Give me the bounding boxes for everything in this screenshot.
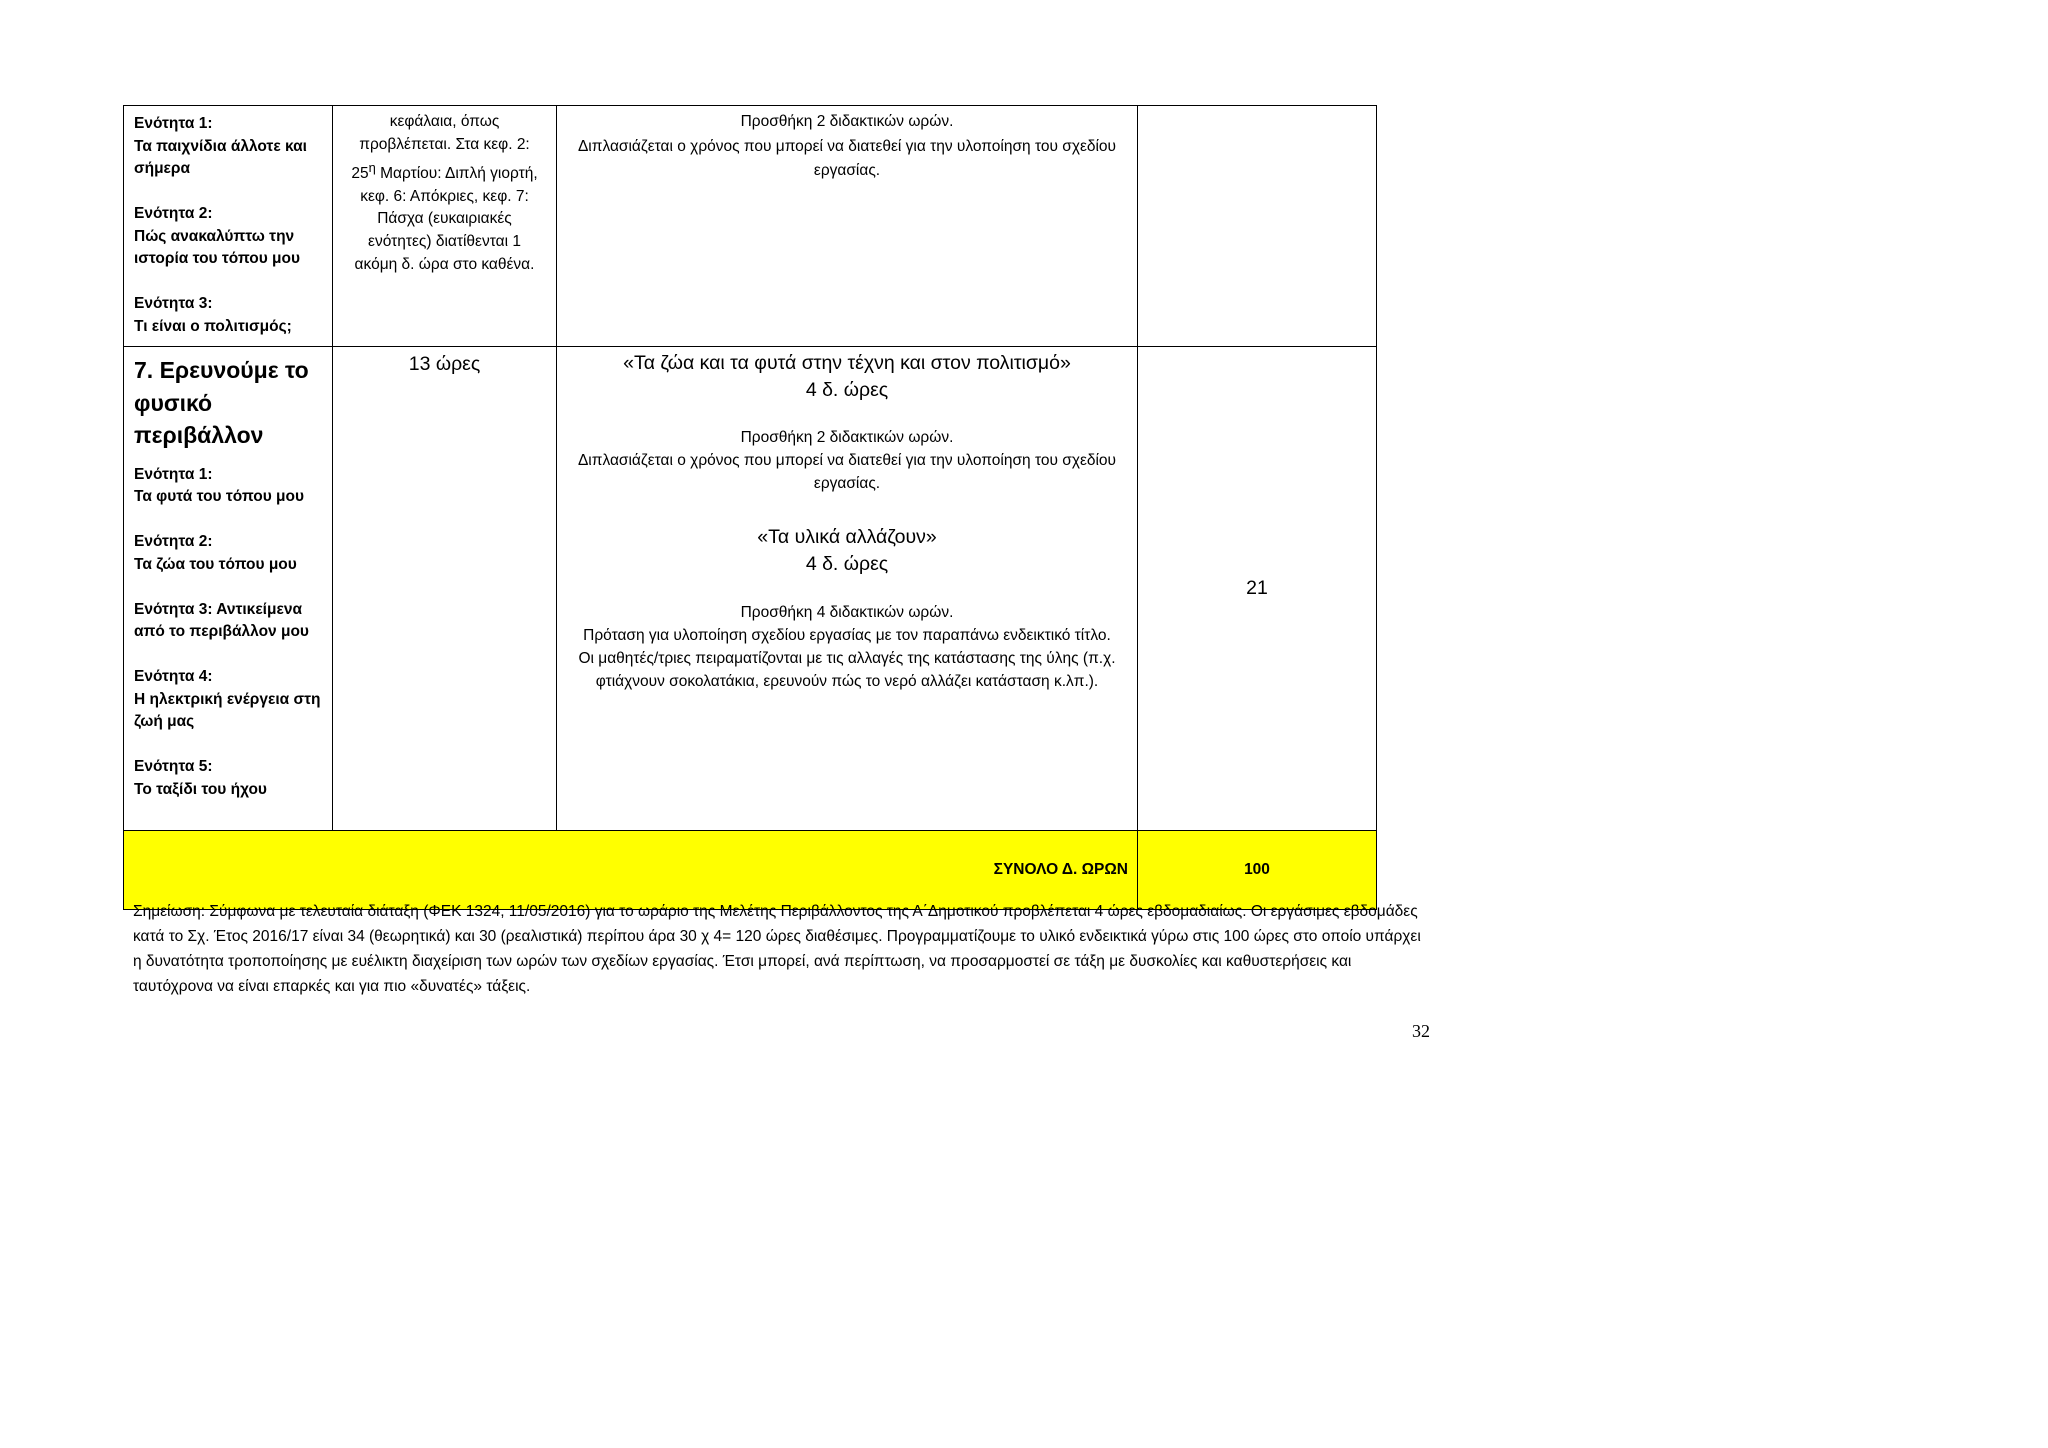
project-title: «Τα ζώα και τα φυτά στην τέχνη και στον πολιτισμό» — [623, 352, 1071, 374]
unit-entry — [134, 756, 326, 801]
project-title: «Τα υλικά αλλάζουν» — [757, 526, 937, 548]
unit-title: Το ταξίδι του ήχου — [134, 780, 267, 798]
project-note-line: Διπλασιάζεται ο χρόνος που μπορεί να διατεθεί για την υλοποίηση του σχεδίου εργασίας. — [577, 452, 1117, 492]
unit-label: Ενότητα 2: — [134, 533, 213, 550]
unit-entry — [134, 666, 326, 734]
unit-label: Ενότητα 3: — [134, 295, 213, 312]
unit-title: Τα φυτά του τόπου μου — [134, 488, 305, 505]
unit-label: Ενότητα 4: — [134, 668, 213, 685]
project-note-line: Προσθήκη 2 διδακτικών ωρών. — [740, 429, 954, 446]
hours-note: κεφάλαια, όπως προβλέπεται. Στα κεφ. 2: $25^\eta$ Μαρτίου: Διπλή γιορτή, κεφ. 6: Απόκριες, κεφ. 7: Πάσχα (ευκαιριακές ενότητες) διατίθενται 1 ακόμη δ. ώρα στο καθένα. — [351, 113, 538, 273]
project-note-line: Προσθήκη 2 διδακτικών ωρών. — [740, 113, 954, 130]
superscript-eta: η — [368, 159, 376, 175]
unit-label: Ενότητα 1: — [134, 115, 213, 132]
unit-entry — [134, 113, 326, 181]
curriculum-table — [123, 105, 1377, 910]
unit-title: Η ηλεκτρική ενέργεια στη ζωή μας — [134, 690, 321, 730]
project-hours: 4 δ. ώρες — [805, 553, 889, 575]
project-hours: 4 δ. ώρες — [805, 379, 889, 401]
hours-note-cell — [333, 106, 557, 347]
total-value: 100 — [1138, 831, 1377, 910]
table-row — [124, 347, 1377, 831]
table-row — [124, 106, 1377, 347]
unit-title: από το περιβάλλον μου — [134, 623, 309, 640]
project-block — [565, 524, 1129, 693]
unit-title: Τα παιχνίδια άλλοτε και σήμερα — [134, 137, 307, 177]
unit-title: Τα ζώα του τόπου μου — [134, 555, 297, 573]
project-note-line: Προσθήκη 4 διδακτικών ωρών. — [740, 604, 954, 621]
project-note-line: Πρόταση για υλοποίηση σχεδίου εργασίας με τον παραπάνω ενδεικτικό τίτλο. — [583, 627, 1111, 644]
unit-title: Τι είναι ο πολιτισμός; — [134, 317, 292, 335]
total-row — [124, 831, 1377, 910]
unit-entry — [134, 464, 326, 509]
chapter-title: 7. Ερευνούμε το φυσικό περιβάλλον — [134, 357, 309, 448]
units-cell — [124, 347, 333, 831]
unit-label: Ενότητα 1: — [134, 465, 213, 483]
units-cell — [124, 106, 333, 347]
project-note-line: Οι μαθητές/τριες πειραματίζονται με τις αλλαγές της κατάστασης της ύλης (π.χ. φτιάχνουν σοκολατάκια, ερευνούν πώς το νερό αλλάζει κατάσταση κ.λπ.). — [578, 650, 1116, 690]
unit-title: Πώς ανακαλύπτω την ιστορία του τόπου μου — [134, 227, 301, 267]
projects-cell — [557, 347, 1138, 831]
unit-label: Ενότητα 2: — [134, 205, 213, 222]
unit-label: Ενότητα 5: — [134, 758, 213, 775]
count-cell — [1138, 106, 1377, 347]
total-label: ΣΥΝΟΛΟ Δ. ΩΡΩΝ — [124, 831, 1138, 910]
hours-cell — [333, 347, 557, 831]
unit-entry — [134, 599, 326, 644]
project-block — [565, 350, 1129, 495]
unit-entry — [134, 531, 326, 576]
chapter-hours: 13 ώρες — [408, 353, 481, 375]
project-note-line: Διπλασιάζεται ο χρόνος που μπορεί να διατεθεί για την υλοποίηση του σχεδίου εργασίας. — [577, 137, 1117, 179]
unit-entry — [134, 293, 326, 338]
footnote: Σημείωση: Σύμφωνα με τελευταία διάταξη (ΦΕΚ 1324, 11/05/2016) για το ωράριο της Μελέτης Περιβάλλοντος της Α΄Δημοτικού προβλέπεται 4 ώρες εβδομαδιαίως. Οι εργάσιμες εβδομάδες κατά το Σχ. Έτος 2016/17 είναι 34 (θεωρητικά) και 30 (ρεαλιστικά) περίπου άρα 30 χ 4= 120 ώρες διαθέσιμες. Προγραμματίζουμε το υλικό ενδεικτικά γύρω στις 100 ώρες στο οποίο υπάρχει η δυνατότητα τροποποίησης με ευέλικτη διαχείριση των ωρών των σχεδίων εργασίας. Έτσι μπορεί, ανά περίπτωση, να προσαρμοστεί σε τάξη με δυσκολίες και καθυστερήσεις και ταυτόχρονα να είναι επαρκές και για πιο «δυνατές» τάξεις. — [133, 903, 1421, 995]
page-number: 32 — [1412, 1021, 1430, 1041]
unit-entry — [134, 203, 326, 271]
unit-label: Ενότητα 3: Αντικείμενα — [134, 600, 302, 618]
projects-cell — [557, 106, 1138, 347]
count-cell: 21 — [1138, 347, 1377, 831]
